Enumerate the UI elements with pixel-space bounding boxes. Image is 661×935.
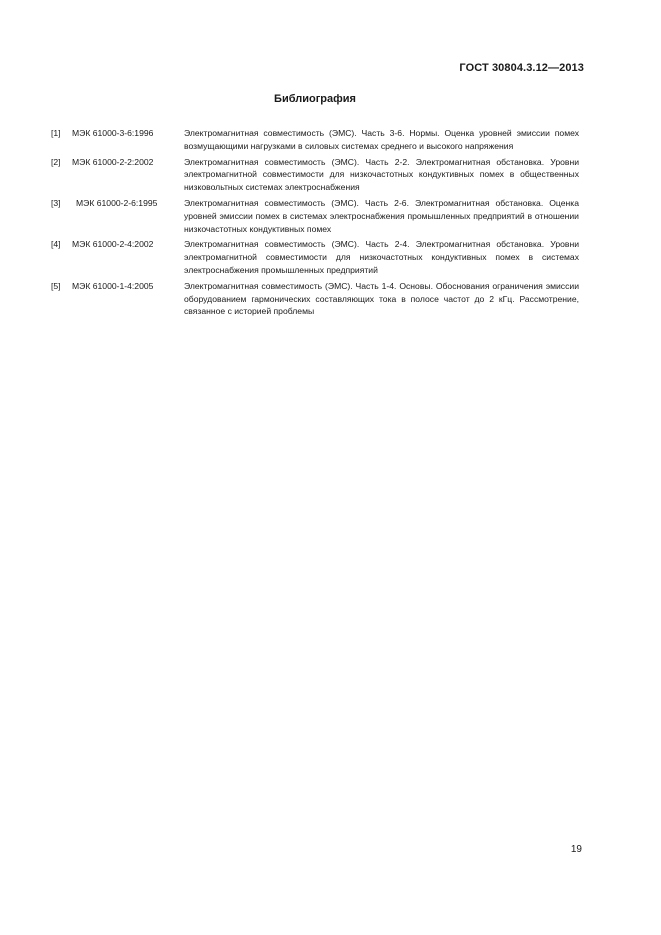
entry-number: [2] — [51, 156, 61, 167]
page-title: Библиография — [274, 93, 356, 105]
entry-standard: МЭК 61000-3-6:1996 — [72, 128, 154, 138]
entry-description: Электромагнитная совместимость (ЭМС). Часть 1-4. Основы. Обоснования ограничения эмиссии оборудованием гармонических составляющих тока в полосе частот до 2 кГц. Рассмотрение, связанное с историей проблемы — [184, 280, 579, 317]
bibliography-entry — [51, 197, 591, 235]
bibliography-entry — [51, 127, 591, 153]
entry-standard: МЭК 61000-2-6:1995 — [76, 197, 158, 208]
bibliography-list — [51, 127, 591, 321]
entry-number: [1] — [51, 128, 61, 138]
bibliography-entry — [51, 156, 591, 194]
document-code-header: ГОСТ 30804.3.12—2013 — [459, 62, 584, 74]
entry-description: Электромагнитная совместимость (ЭМС). Часть 2-2. Электромагнитная обстановка. Уровни электромагнитной совместимости для низкочастотных кондуктивных помех в общественных низковольтных системах электроснабжения — [184, 156, 579, 193]
entry-number: [3] — [51, 197, 61, 208]
entry-description: Электромагнитная совместимость (ЭМС). Часть 3-6. Нормы. Оценка уровней эмиссии помех возмущающими нагрузками в силовых системах среднего и высокого напряжения — [184, 128, 579, 151]
entry-standard: МЭК 61000-1-4:2005 — [72, 280, 154, 291]
entry-standard: МЭК 61000-2-2:2002 — [72, 156, 154, 167]
entry-description: Электромагнитная совместимость (ЭМС). Часть 2-4. Электромагнитная обстановка. Уровни электромагнитной совместимости для низкочастотных кондуктивных помех в системах электроснабжения промышленных предприятий — [184, 239, 579, 275]
bibliography-entry — [51, 238, 591, 276]
bibliography-entry — [51, 280, 591, 318]
entry-standard: МЭК 61000-2-4:2002 — [72, 239, 154, 250]
entry-number: [5] — [51, 280, 61, 291]
entry-number: [4] — [51, 239, 61, 250]
entry-description: Электромагнитная совместимость (ЭМС). Часть 2-6. Электромагнитная обстановка. Оценка уровней эмиссии помех в системах электроснабжения промышленных предприятий в отношении низкочастотных кондуктивных помех — [184, 197, 579, 234]
page-number: 19 — [570, 844, 582, 855]
